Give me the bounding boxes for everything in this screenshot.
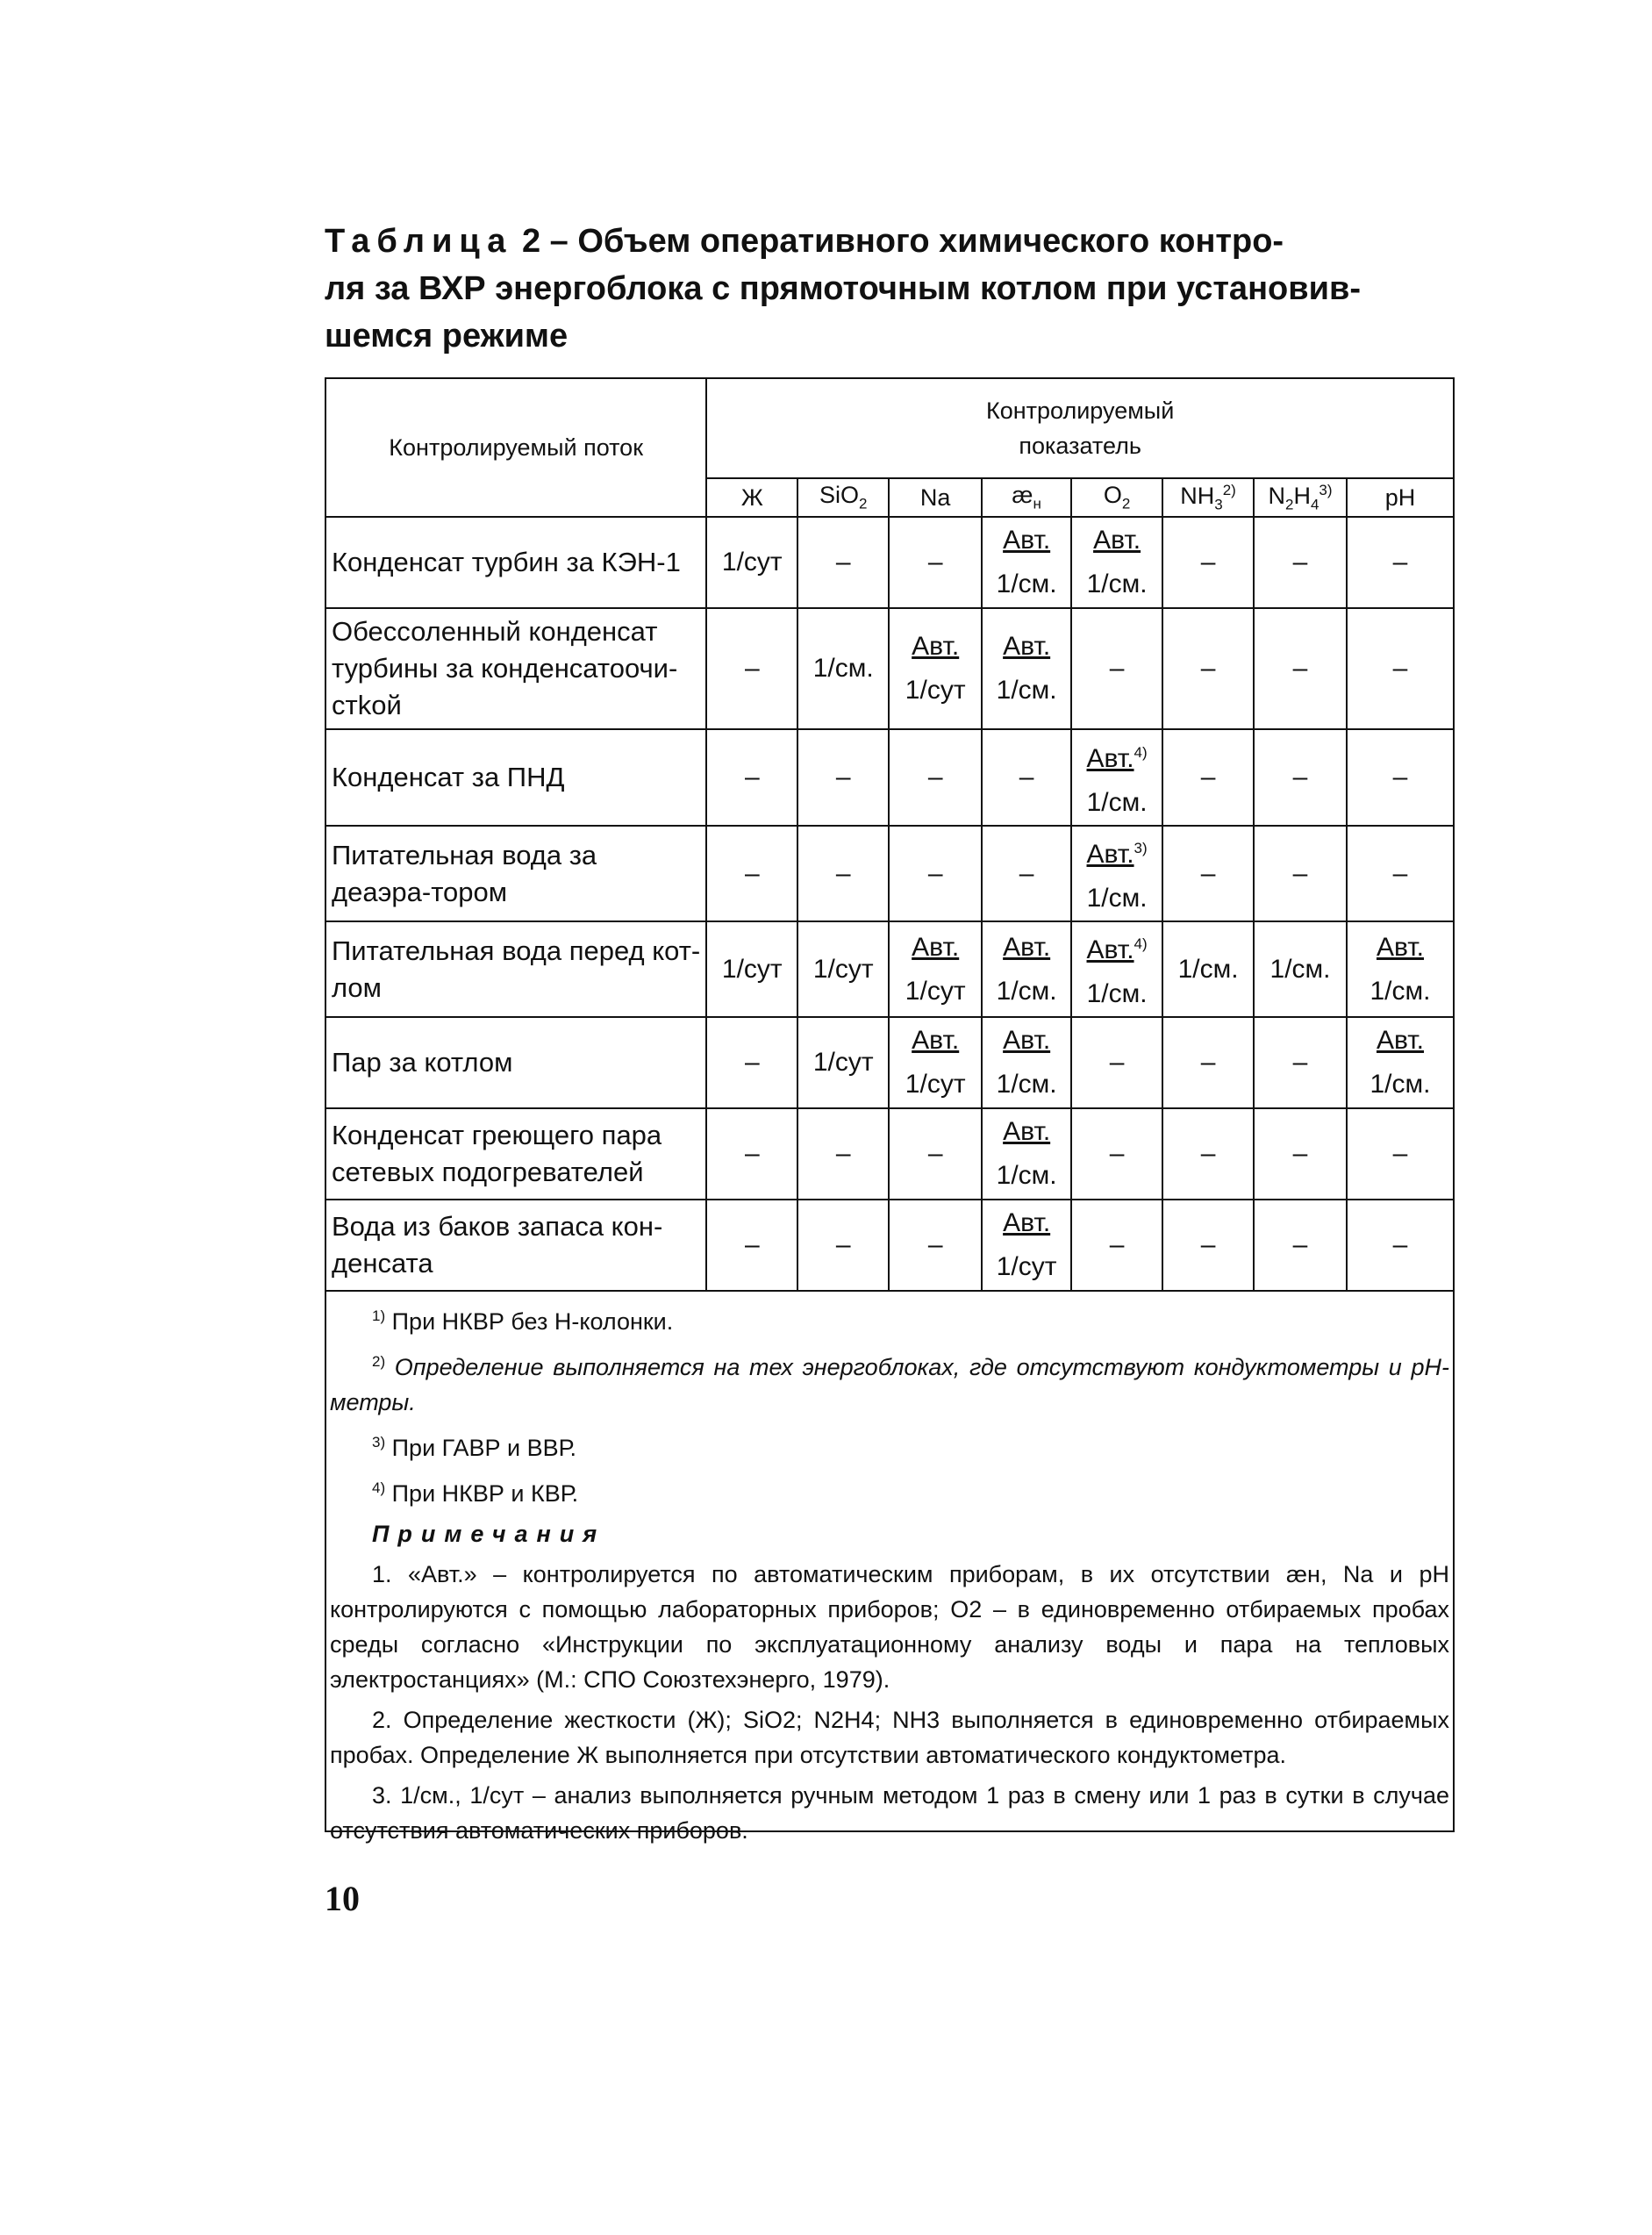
col-na: Na [889, 478, 982, 517]
cell-value: – [1162, 1200, 1254, 1291]
col-o2: $O_2$ [1071, 478, 1162, 517]
cell-value: Авт. 1/см. [1347, 921, 1454, 1017]
cell-value: – [797, 1200, 889, 1291]
cell-value: – [1254, 1108, 1347, 1200]
cell-value: – [706, 1108, 797, 1200]
table-row [325, 826, 1454, 921]
cell-value: – [1254, 608, 1347, 729]
table-row [325, 517, 1454, 608]
cell-value: – [1347, 1108, 1454, 1200]
cell-value: – [706, 608, 797, 729]
footnote-3: $^{3)}$ При ГАВР и ВВР. [372, 1434, 576, 1461]
note-1: 1. «Авт.» – контролируется по автоматическим приборам, в их отсутствии æн, Na и рН контролируются с помощью лабораторных приборов; O2 – в единовременно отбираемых пробах среды согласно «Инструкции по эксплуатационному анализу воды и пара на тепловых электростанциях» (М.: СПО Союзтехэнерго, 1979). [330, 1561, 1449, 1693]
cell-value: Авт. 1/см. [1347, 1017, 1454, 1108]
title-text-1: 2 – Объем оперативного химического контро- [521, 223, 1284, 260]
cell-value: Авт. 1/сут [982, 1200, 1071, 1291]
cell-value: 1/см. [797, 608, 889, 729]
cell-value: 1/сут [797, 921, 889, 1017]
title-text-2: ля за ВХР энергоблока с прямоточным котлом при установив- [325, 270, 1361, 307]
col-n2h4: $N_2H_4^{3)}$ [1254, 478, 1347, 517]
cell-value: 1/сут [706, 517, 797, 608]
cell-value: Авт. 1/сут [889, 1017, 982, 1108]
cell-value: – [797, 1108, 889, 1200]
col-ph: pH [1347, 478, 1454, 517]
cell-value: – [1254, 517, 1347, 608]
note-2: 2. Определение жесткости (Ж); SiO2; N2H4; NH3 выполняется в единовременно отбираемых пробах. Определение Ж выполняется при отсутствии автоматического кондуктометра. [330, 1707, 1449, 1768]
cell-value: – [797, 517, 889, 608]
cell-value: Авт.$^{3)}$ 1/см. [1071, 826, 1162, 921]
cell-value: 1/сут [706, 921, 797, 1017]
flow-label: Пар за котлом [325, 1017, 706, 1108]
table-title [325, 218, 1465, 360]
cell-value: – [1254, 1200, 1347, 1291]
cell-value: Авт. 1/сут [889, 921, 982, 1017]
cell-value: Авт.$^{4)}$ 1/см. [1071, 729, 1162, 826]
cell-value: – [1071, 1200, 1162, 1291]
cell-value: Авт. 1/см. [1071, 517, 1162, 608]
col-nh3: $NH_3^{2)}$ [1162, 478, 1254, 517]
cell-value: Авт. 1/сут [889, 608, 982, 729]
footnote-1: $^{1)}$ При НКВР без Н-колонки. [372, 1307, 674, 1335]
cell-value: 1/см. [1254, 921, 1347, 1017]
cell-value: – [706, 826, 797, 921]
table-notes [330, 1299, 1449, 1853]
cell-value: – [1254, 1017, 1347, 1108]
cell-value: – [1162, 729, 1254, 826]
cell-value: 1/сут [797, 1017, 889, 1108]
cell-value: – [1347, 729, 1454, 826]
table-row [325, 1200, 1454, 1291]
cell-value: – [1162, 826, 1254, 921]
cell-value: – [889, 517, 982, 608]
title-label: Таблица [325, 223, 513, 260]
table-row [325, 608, 1454, 729]
cell-value: – [797, 826, 889, 921]
cell-value: Авт. 1/см. [982, 517, 1071, 608]
flow-label: Питательная вода перед кот-лом [325, 921, 706, 1017]
cell-value: – [706, 1200, 797, 1291]
flow-label: Обессоленный конденсат турбины за конденсатоочи-стkой [325, 608, 706, 729]
footnote-4: $^{4)}$ При НКВР и КВР. [372, 1479, 579, 1507]
cell-value: – [982, 729, 1071, 826]
cell-value: Авт. 1/см. [982, 1108, 1071, 1200]
header-indicator: Контролируемый показатель [706, 378, 1454, 478]
cell-value: – [1162, 1017, 1254, 1108]
col-zh: Ж [706, 478, 797, 517]
cell-value: 1/см. [1162, 921, 1254, 1017]
cell-value: – [1254, 729, 1347, 826]
flow-label: Конденсат турбин за КЭН-1 [325, 517, 706, 608]
cell-value: – [1071, 608, 1162, 729]
col-kappa: $æ_н$ [982, 478, 1071, 517]
table-row [325, 921, 1454, 1017]
cell-value: Авт. 1/см. [982, 921, 1071, 1017]
title-text-3: шемся режиме [325, 318, 569, 355]
flow-label: Питательная вода за деаэра-тором [325, 826, 706, 921]
cell-value: – [1162, 1108, 1254, 1200]
flow-label: Конденсат греющего пара сетевых подогревателей [325, 1108, 706, 1200]
notes-heading: Примечания [372, 1521, 606, 1547]
note-3: 3. 1/см., 1/сут – анализ выполняется ручным методом 1 раз в смену или 1 раз в сутки в случае отсутствия автоматических приборов. [330, 1782, 1449, 1844]
cell-value: Авт. 1/см. [982, 608, 1071, 729]
control-table [325, 377, 1455, 1292]
header-flow: Контролируемый поток [325, 378, 706, 517]
cell-value: – [1347, 517, 1454, 608]
cell-value: – [706, 1017, 797, 1108]
cell-value: – [1162, 517, 1254, 608]
footnote-2: $^{2)}$ Определение выполняется на тех энергоблоках, где отсутствуют кондуктометры и рН-метры. [330, 1353, 1449, 1415]
cell-value: – [1347, 1200, 1454, 1291]
cell-value: – [1071, 1108, 1162, 1200]
cell-value: – [706, 729, 797, 826]
cell-value: – [1254, 826, 1347, 921]
cell-value: – [1071, 1017, 1162, 1108]
cell-value: – [889, 826, 982, 921]
cell-value: – [982, 826, 1071, 921]
cell-value: – [1347, 826, 1454, 921]
table-row [325, 1017, 1454, 1108]
flow-label: Вода из баков запаса кон-денсата [325, 1200, 706, 1291]
cell-value: Авт.$^{4)}$ 1/см. [1071, 921, 1162, 1017]
cell-value: – [1162, 608, 1254, 729]
col-sio2: SiO$_2$ [797, 478, 889, 517]
cell-value: – [889, 1200, 982, 1291]
cell-value: Авт. 1/см. [982, 1017, 1071, 1108]
cell-value: – [1347, 608, 1454, 729]
table-row [325, 729, 1454, 826]
flow-label: Конденсат за ПНД [325, 729, 706, 826]
page-number: 10 [325, 1879, 360, 1918]
cell-value: – [889, 729, 982, 826]
cell-value: – [797, 729, 889, 826]
cell-value: – [889, 1108, 982, 1200]
table-row [325, 1108, 1454, 1200]
